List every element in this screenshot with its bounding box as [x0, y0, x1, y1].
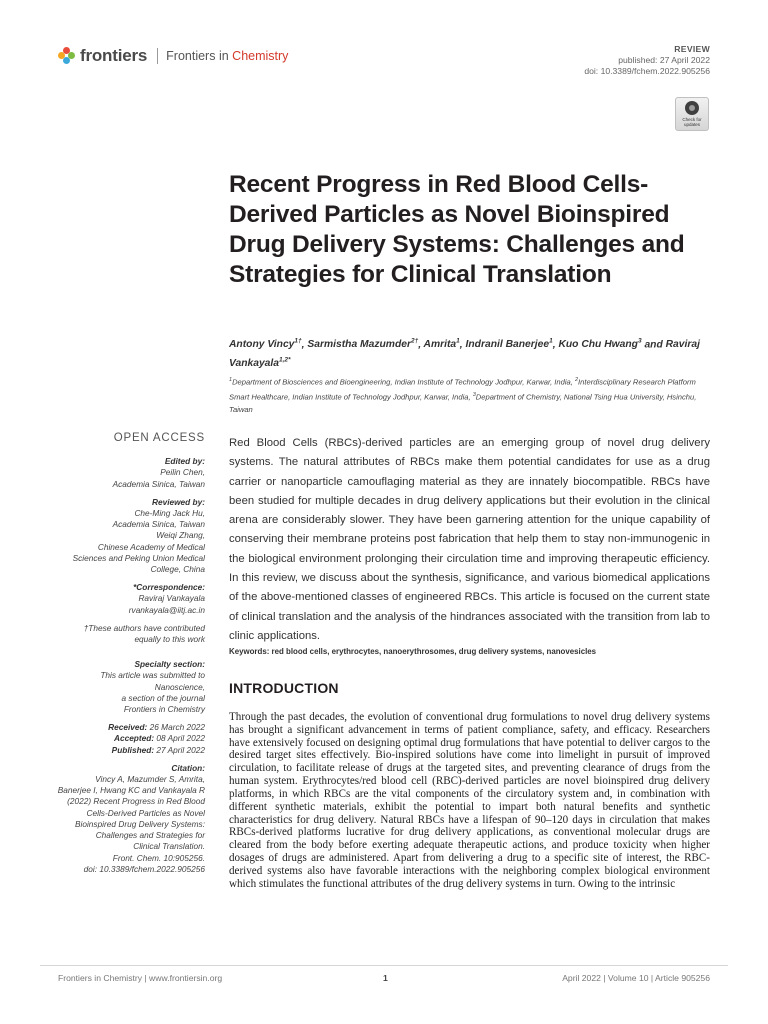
footer-divider — [40, 965, 728, 966]
editor-affiliation: Academia Sinica, Taiwan — [112, 478, 205, 489]
citation-text: Vincy A, Mazumder S, Amrita, — [95, 774, 205, 785]
citation-text: Clinical Translation. — [133, 841, 205, 852]
citation-text: Front. Chem. 10:905256. — [112, 852, 205, 863]
crossmark-icon — [685, 101, 699, 115]
article-type: REVIEW — [674, 44, 710, 54]
introduction-text: Through the past decades, the evolution of conventional drug formulations to novel drug delivery systems has brought a significant advancement in terms of patient compliance, safety, and efficacy. Researchers have extensively focused on designing optimal drug formulations that have potential to deliver cargos to the desired target sites effectively. Bio-inspired solutions have come into limelight in pursuit of improved circulation, to facilitate release of drugs at the targeted sites, and preventing clearance of drugs from the human system. Erythrocytes/red blood cell (RBC)-derived particles are novel bioinspired drug delivery platforms, in which RBCs are the vital components of the circulatory system and, in combination with different synthetic materials, exhibit the potential to impart both natural benefits and synthetic characteristics for drug delivery. Natural RBCs have a lifespan of 90–120 days in circulation that makes RBCs-derived platforms lucrative for drug delivery applications, as conventional molecular drugs are cleared from the body before exerting adequate therapeutic actions, and produce toxicity when higher dosages of drugs are administered. Apart from delivering a drug to a specific site of interest, the RBC-derived systems also have favorable interactions with the neighboring complex biological environment which stimulates the functional attributes of the drug delivery systems in turn. Owing to the intrinsic — [229, 711, 710, 890]
citation-text: Challenges and Strategies for — [95, 830, 205, 841]
article-title: Recent Progress in Red Blood Cells-Derived Particles as Novel Bioinspired Drug Delivery Systems: Challenges and Strategies for Clinical Translation — [229, 171, 685, 288]
reviewer-name[interactable]: Che-Ming Jack Hu, — [134, 508, 205, 519]
open-access-label: OPEN ACCESS — [113, 432, 205, 444]
logo-wordmark: frontiers — [80, 46, 148, 65]
specialty-text: a section of the journal — [121, 692, 205, 703]
frontiers-logo-icon — [58, 47, 76, 65]
article-doi[interactable]: doi: 10.3389/fchem.2022.905256 — [584, 66, 710, 76]
correspondence-email[interactable]: rvankayala@iitj.ac.in — [128, 604, 205, 615]
reviewer-affiliation: Sciences and Peking Union Medical — [72, 552, 205, 563]
author[interactable]: Antony Vincy$^{1\dagger}$ — [229, 338, 302, 351]
edited-by-label: Edited by: — [164, 456, 205, 467]
page-header — [58, 44, 710, 84]
page-footer — [58, 973, 710, 987]
footer-issue-info: April 2022 | Volume 10 | Article 905256 — [562, 973, 710, 983]
reviewer-affiliation: Chinese Academy of Medical — [97, 541, 205, 552]
frontiers-logo[interactable] — [58, 46, 288, 66]
author[interactable]: Sarmistha Mazumder$^{2\dagger}$ — [307, 338, 419, 351]
logo-divider — [157, 48, 158, 64]
section-heading: INTRODUCTION — [229, 680, 339, 696]
article-meta — [584, 44, 710, 77]
published-date-sidebar: Published: 27 April 2022 — [111, 744, 205, 755]
author-list: Antony Vincy$^{1\dagger}$, Sarmistha Mazumder$^{2\dagger}$, Amrita$^1$, Indranil Banerjee$^1$, Kuo Chu Hwang$^3$ and Raviraj Vankayala$^{1,2*}$ — [229, 338, 700, 369]
author[interactable]: Kuo Chu Hwang$^3$ — [558, 338, 642, 351]
author[interactable]: Amrita$^1$ — [423, 338, 460, 351]
equal-contribution-note: †These authors have contributed — [83, 622, 205, 633]
citation-label: Citation: — [171, 762, 205, 773]
keywords — [229, 647, 710, 656]
editor-name[interactable]: Peilin Chen, — [160, 467, 205, 478]
footer-journal-link[interactable]: Frontiers in Chemistry | www.frontiersin.org — [58, 973, 223, 983]
journal-name: Frontiers in Chemistry — [166, 49, 289, 63]
abstract: Red Blood Cells (RBCs)-derived particles are an emerging group of novel drug delivery systems. The natural attributes of RBCs make them potential candidates for use as a drug carrier or nanoparticle camouflaging material as they are innately biocompatible. RBCs have been studied for multiple decades in drug delivery applications but their evolution in the clinical arena are considerably slower. They have been garnering attention for the unique capability of conserving their membrane proteins post fabrication that help them to stay non-immunogenic in the biological environment prolonging their circulation time and improving therapeutic efficiency. In this review, we discuss about the synthesis, significance, and various biomedical applications of the above-mentioned classes of engineered RBCs. This article is focused on the current state of clinical translation and the analysis of the hindrances associated with the transition from lab to clinic applications. — [229, 437, 711, 642]
check-for-updates-badge[interactable] — [675, 97, 709, 131]
article-sidebar — [40, 433, 205, 875]
specialty-text: Nanoscience, — [154, 681, 205, 692]
citation-text: (2022) Recent Progress in Red Blood — [67, 796, 205, 807]
citation-text: Bioinspired Drug Delivery Systems: — [74, 818, 205, 829]
citation-text: Cells-Derived Particles as Novel — [86, 807, 205, 818]
received-date: Received: 26 March 2022 — [108, 722, 205, 733]
correspondence-name: Raviraj Vankayala — [138, 593, 205, 604]
page-number: 1 — [383, 973, 388, 983]
author[interactable]: Raviraj Vankayala$^{1,2*}$ — [229, 339, 700, 369]
reviewer-affiliation: Academia Sinica, Taiwan — [112, 519, 205, 530]
keywords-list: red blood cells, erythrocytes, nanoerythrosomes, drug delivery systems, nanovesicles — [271, 647, 597, 656]
keywords-label: Keywords: — [229, 647, 270, 656]
author[interactable]: Indranil Banerjee$^1$ — [465, 338, 553, 351]
specialty-section-label: Specialty section: — [134, 659, 205, 670]
citation-text: Banerjee I, Hwang KC and Vankayala R — [57, 785, 205, 796]
correspondence-label: *Correspondence: — [133, 582, 205, 593]
accepted-date: Accepted: 08 April 2022 — [113, 733, 205, 744]
citation-doi[interactable]: doi: 10.3389/fchem.2022.905256 — [83, 863, 205, 874]
affiliations: $^1$Department of Biosciences and Bioengineering, Indian Institute of Technology Jodhpur, Karwar, India, $^2$Interdisciplinary Research Platform Smart Healthcare, Indian Institute of Technology Jodhpur, Karwar, India, $^3$Department of Chemistry, National Tsing Hua University, Hsinchu, Taiwan — [229, 377, 697, 415]
specialty-text: Frontiers in Chemistry — [123, 704, 205, 715]
reviewer-affiliation: College, China — [150, 564, 205, 575]
equal-contribution-note: equally to this work — [134, 634, 205, 645]
check-badge-label: Check for updates — [682, 117, 702, 127]
reviewed-by-label: Reviewed by: — [151, 496, 205, 507]
reviewer-name[interactable]: Weiqi Zhang, — [156, 530, 205, 541]
published-date: published: 27 April 2022 — [618, 55, 710, 65]
specialty-text: This article was submitted to — [100, 670, 205, 681]
